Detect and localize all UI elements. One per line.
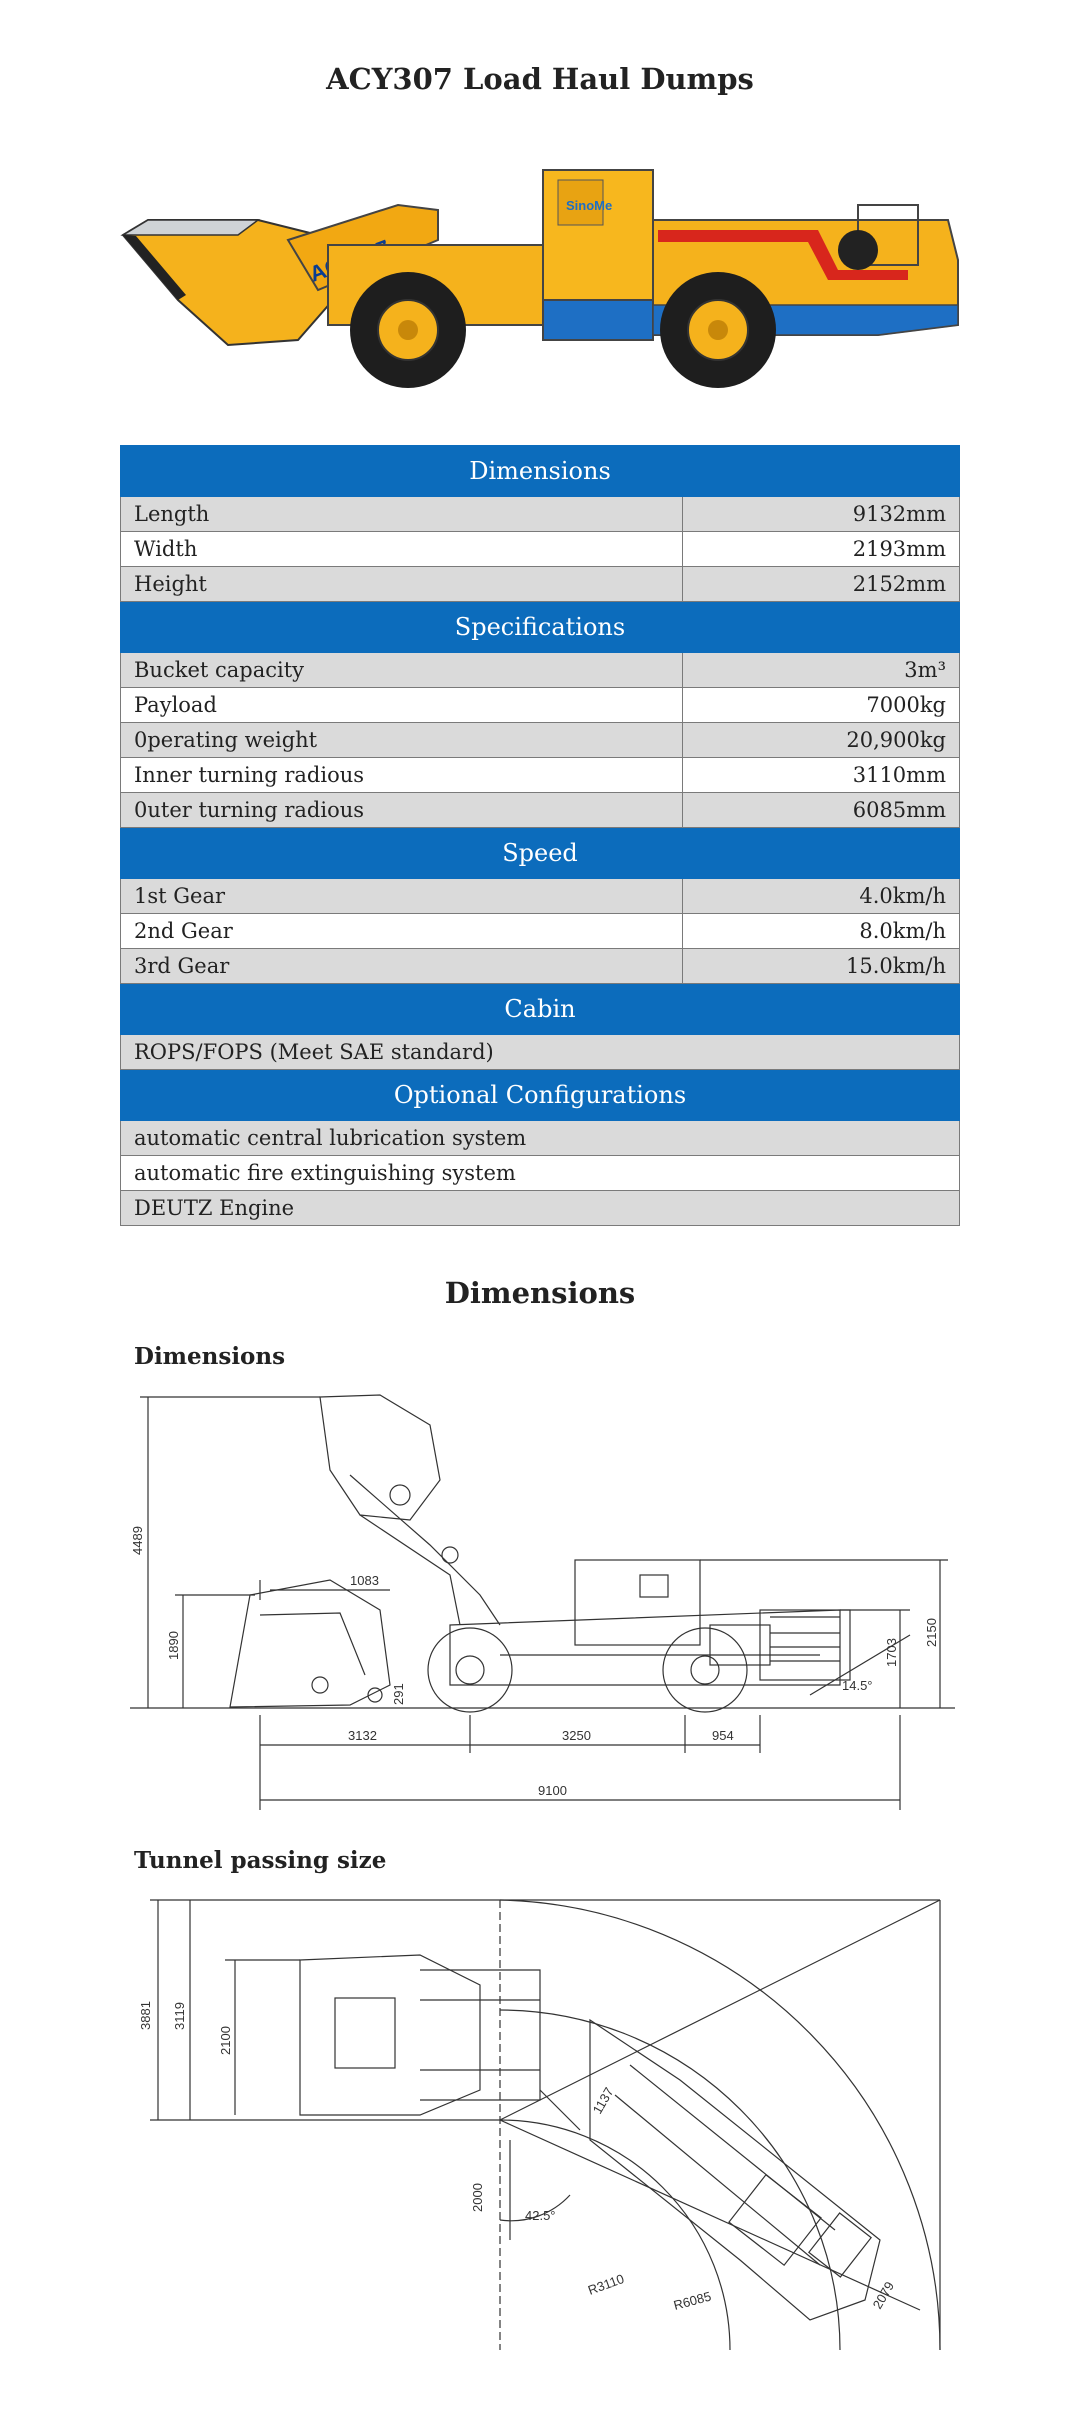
table-row <box>121 1156 960 1191</box>
row-label: 1st Gear <box>121 879 683 914</box>
row-value: 3110mm <box>682 758 959 793</box>
table-row <box>121 567 960 602</box>
row-label: Length <box>121 497 683 532</box>
dim-label: 2000 <box>470 2183 485 2212</box>
row-value: 15.0km/h <box>682 949 959 984</box>
row-label: 0uter turning radious <box>121 793 683 828</box>
table-row <box>121 1035 960 1070</box>
tunnel-view-subtitle: Tunnel passing size <box>134 1847 387 1874</box>
table-row <box>121 758 960 793</box>
row-label: automatic central lubrication system <box>121 1121 960 1156</box>
dim-label: 14.5° <box>842 1678 873 1693</box>
dim-label: 1890 <box>166 1631 181 1660</box>
table-row <box>121 653 960 688</box>
dim-label: 4489 <box>130 1526 145 1555</box>
section-header-speed: Speed <box>121 828 960 879</box>
row-value: 4.0km/h <box>682 879 959 914</box>
dim-label: R3110 <box>585 2270 627 2298</box>
table-row <box>121 723 960 758</box>
side-view-subtitle: Dimensions <box>134 1343 286 1370</box>
dim-label: 3250 <box>562 1728 591 1743</box>
row-label: Bucket capacity <box>121 653 683 688</box>
dim-label: R6085 <box>671 2288 713 2313</box>
dim-label: 1137 <box>589 2084 617 2117</box>
row-label: 3rd Gear <box>121 949 683 984</box>
table-row <box>121 1191 960 1226</box>
section-header-optional: Optional Configurations <box>121 1070 960 1121</box>
row-label: Inner turning radious <box>121 758 683 793</box>
row-value: 7000kg <box>682 688 959 723</box>
dim-label: 1083 <box>350 1573 379 1588</box>
row-label: ROPS/FOPS (Meet SAE standard) <box>121 1035 960 1070</box>
row-value: 2193mm <box>682 532 959 567</box>
side-view-drawing <box>120 1385 965 1815</box>
row-label: automatic fire extinguishing system <box>121 1156 960 1191</box>
row-value: 6085mm <box>682 793 959 828</box>
table-row <box>121 914 960 949</box>
row-label: 2nd Gear <box>121 914 683 949</box>
row-label: Payload <box>121 688 683 723</box>
table-row <box>121 949 960 984</box>
tunnel-view-drawing <box>120 1890 965 2355</box>
section-header-specifications: Specifications <box>121 602 960 653</box>
dim-label: 42.5° <box>525 2208 556 2223</box>
dim-label: 2100 <box>218 2026 233 2055</box>
row-label: Height <box>121 567 683 602</box>
dim-label: 3881 <box>138 2001 153 2030</box>
loader-product-image <box>118 150 968 390</box>
dim-label: 9100 <box>538 1783 567 1798</box>
row-value: 2152mm <box>682 567 959 602</box>
dim-label: 3132 <box>348 1728 377 1743</box>
row-label: DEUTZ Engine <box>121 1191 960 1226</box>
dim-label: 291 <box>391 1683 406 1705</box>
page-title: ACY307 Load Haul Dumps <box>326 62 754 96</box>
section-header-dimensions: Dimensions <box>121 446 960 497</box>
table-row <box>121 1121 960 1156</box>
row-label: Width <box>121 532 683 567</box>
dim-label: 954 <box>712 1728 734 1743</box>
table-row <box>121 879 960 914</box>
section-header-cabin: Cabin <box>121 984 960 1035</box>
dimensions-section-title: Dimensions <box>444 1276 636 1310</box>
spec-table <box>120 445 960 1226</box>
row-value: 3m³ <box>682 653 959 688</box>
brand-text: SinoMe <box>566 198 613 213</box>
dim-label: 2079 <box>869 2278 898 2312</box>
row-value: 9132mm <box>682 497 959 532</box>
table-row <box>121 688 960 723</box>
dim-label: 3119 <box>172 2002 187 2030</box>
table-row <box>121 497 960 532</box>
table-row <box>121 793 960 828</box>
dim-label: 2150 <box>924 1618 939 1647</box>
table-row <box>121 532 960 567</box>
dim-label: 1703 <box>884 1638 899 1667</box>
row-value: 8.0km/h <box>682 914 959 949</box>
row-label: 0perating weight <box>121 723 683 758</box>
row-value: 20,900kg <box>682 723 959 758</box>
